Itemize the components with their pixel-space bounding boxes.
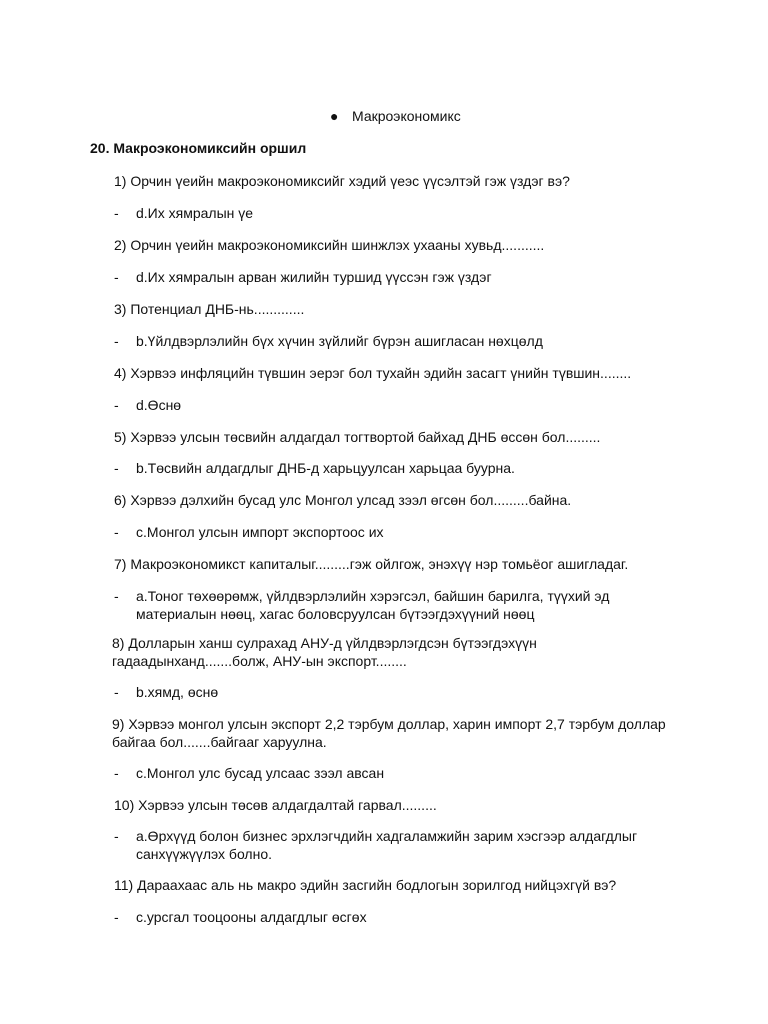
question-11: 11) Дараахаас аль нь макро эдийн засгийн бодлогын зорилгод нийцэхгүй вэ? — [114, 877, 617, 893]
answer-3 — [114, 332, 654, 350]
answer-11 — [114, 908, 654, 926]
question-10: 10) Хэрвээ улсын төсөв алдагдалтай гарвал......... — [114, 797, 437, 813]
answer-dash: - — [114, 524, 119, 540]
answer-dash: - — [114, 588, 119, 604]
answer-text: c.урсгал тооцооны алдагдлыг өсгөх — [136, 909, 367, 925]
bullet-dot-icon: ● — [330, 108, 339, 124]
answer-9 — [114, 764, 654, 782]
answer-text: c.Монгол улс бусад улсаас зээл авсан — [136, 765, 385, 781]
answer-7 — [114, 587, 654, 623]
answer-8 — [114, 683, 654, 701]
answer-dash: - — [114, 684, 119, 700]
answer-text: d.Өснө — [136, 397, 182, 413]
answer-dash: - — [114, 909, 119, 925]
answer-5 — [114, 459, 654, 477]
question-6: 6) Хэрвээ дэлхийн бусад улс Монгол улсад зээл өгсөн бол.........байна. — [114, 492, 572, 508]
question-7: 7) Макроэкономикст капиталыг.........гэж ойлгож, энэхүү нэр томьёог ашигладаг. — [114, 556, 629, 572]
answer-dash: - — [114, 397, 119, 413]
question-1: 1) Орчин үеийн макроэкономиксийг хэдий үеэс үүсэлтэй гэж үздэг вэ? — [114, 173, 570, 189]
answer-1 — [114, 204, 654, 222]
answer-text: a.Өрхүүд болон бизнес эрхлэгчдийн хадгаламжийн зарим хэсгээр алдагдлыг санхүүжүүлэх болно. — [136, 828, 638, 862]
question-4: 4) Хэрвээ инфляцийн түвшин эерэг бол тухайн эдийн засагт үнийн түвшин........ — [114, 365, 632, 381]
answer-text: a.Тоног төхөөрөмж, үйлдвэрлэлийн хэрэгсэл, байшин барилга, түүхий эд материалын нөөц, хагас боловсруулсан бүтээгдэхүүний нөөц — [136, 588, 610, 622]
answer-text: d.Их хямралын үе — [136, 205, 254, 221]
answer-dash: - — [114, 828, 119, 844]
question-5: 5) Хэрвээ улсын төсвийн алдагдал тогтвортой байхад ДНБ өссөн бол......... — [114, 429, 601, 445]
answer-dash: - — [114, 460, 119, 476]
question-9: 9) Хэрвээ монгол улсын экспорт 2,2 тэрбум доллар, харин импорт 2,7 тэрбум доллар байгаа бол.......байгааг харуулна. — [112, 716, 666, 750]
section-title: 20. Макроэкономиксийн оршил — [90, 140, 307, 156]
answer-dash: - — [114, 269, 119, 285]
answer-2 — [114, 268, 654, 286]
answer-dash: - — [114, 333, 119, 349]
answer-text: d.Их хямралын арван жилийн туршид үүссэн гэж үздэг — [136, 269, 492, 285]
answer-4 — [114, 396, 654, 414]
answer-text: c.Монгол улсын импорт экспортоос их — [136, 524, 384, 540]
answer-dash: - — [114, 765, 119, 781]
question-3: 3) Потенциал ДНБ-нь............. — [114, 301, 305, 317]
answer-text: b.хямд, өснө — [136, 684, 219, 700]
answer-text: b.Төсвийн алдагдлыг ДНБ-д харьцуулсан харьцаа буурна. — [136, 460, 515, 476]
answer-text: b.Үйлдвэрлэлийн бүх хүчин зүйлийг бүрэн ашигласан нөхцөлд — [136, 333, 543, 349]
answer-dash: - — [114, 205, 119, 221]
question-2: 2) Орчин үеийн макроэкономиксийн шинжлэх ухааны хувьд........... — [114, 237, 545, 253]
question-8: 8) Долларын ханш сулрахад АНУ-д үйлдвэрлэгдсэн бүтээгдэхүүн гадаадынханд.......болж, АНУ-ын экспорт........ — [112, 635, 537, 669]
bullet-heading-text: Макроэкономикс — [352, 108, 461, 124]
answer-6 — [114, 523, 654, 541]
answer-10 — [114, 827, 654, 863]
bullet-heading — [330, 108, 461, 124]
